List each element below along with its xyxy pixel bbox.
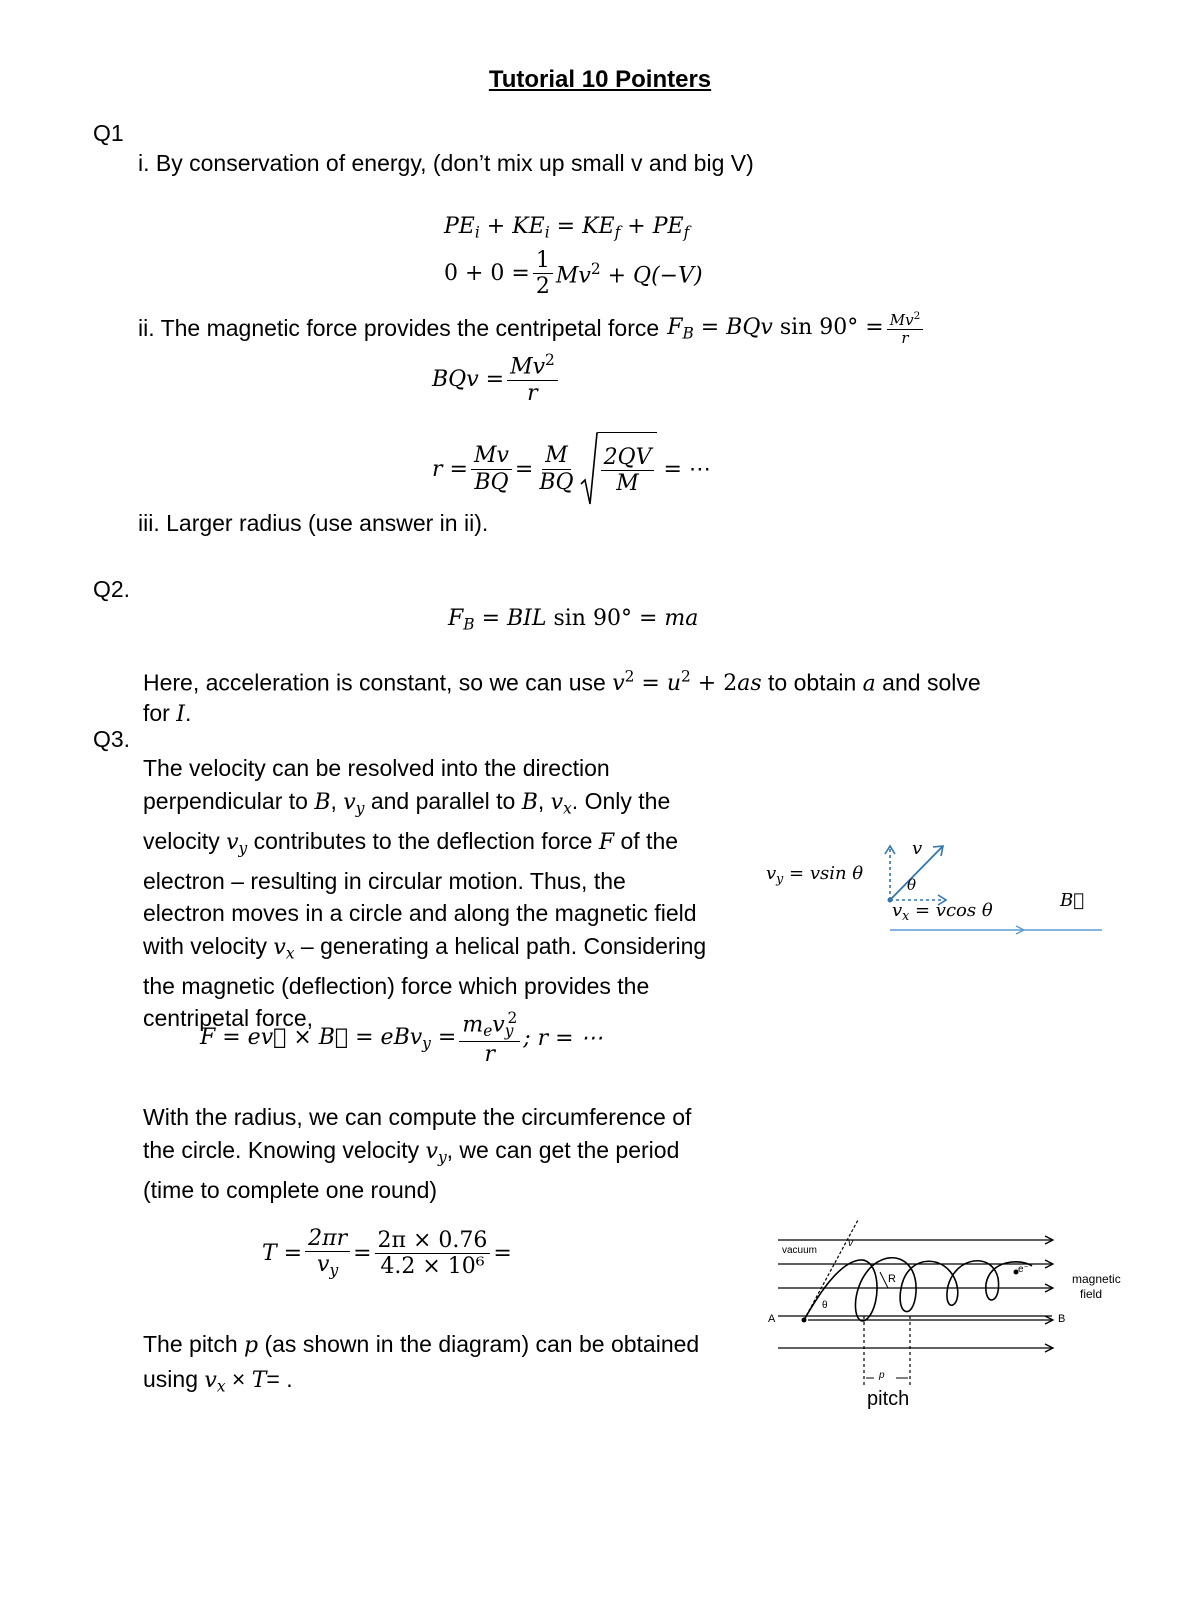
- q1-sqrt: $\frac{2QV}{M}$: [580, 432, 658, 506]
- q1-half-den: 2: [535, 274, 550, 300]
- q3-paragraph-1: [143, 752, 706, 1035]
- vector-theta-label: θ: [907, 876, 917, 894]
- q1-half-fraction: [533, 248, 553, 300]
- q1-part-iii: iii. Larger radius (use answer in ii).: [138, 510, 489, 536]
- q3-para1-line: the magnetic (deflection) force which provides the: [143, 972, 650, 999]
- q1-eq4-r: r =: [432, 456, 468, 482]
- q1-energy-equation: $PE_i + KE_i = KE_f + PE_f$: [444, 214, 690, 242]
- q1-label: Q1: [93, 120, 124, 146]
- helix-p-label: p: [879, 1370, 885, 1381]
- q3-paragraph-3: [143, 1328, 699, 1403]
- q3-para1-line: electron – resulting in circular motion. Thus, the: [143, 867, 626, 894]
- q3-period-equation: T = $\frac{2\pi r}{v_y}$ = $\frac{2\pi \times 0.76}{\text{4.2 × 10⁶}}$ =: [262, 1226, 512, 1280]
- vector-vx-label: $v_x = vcos$ θ: [892, 900, 993, 923]
- helix-field-label-2: field: [1080, 1287, 1103, 1301]
- page-title: Tutorial 10 Pointers: [488, 66, 712, 93]
- q1-part-ii: [138, 310, 926, 347]
- helix-theta-label: θ: [822, 1300, 828, 1311]
- q1-eq2-lhs: 0 + 0 =: [444, 261, 530, 287]
- helix-vacuum-label: vacuum: [782, 1245, 818, 1256]
- q1-part-ii-text: ii. The magnetic force provides the centripetal force: [138, 315, 660, 342]
- q3-para1-line: velocity $v_y$ contributes to the deflection force F of the: [143, 827, 679, 858]
- q3-para3-line: The pitch p (as shown in the diagram) can be obtained: [143, 1331, 700, 1358]
- q1-eq3-den: r: [527, 380, 538, 406]
- q3-force-fraction: $\frac{m_ev_y^2}{r}$: [459, 1010, 520, 1067]
- q1-part-ii-fraction: $\frac{Mv^2}{r}$: [887, 310, 924, 347]
- q1-eq4-fraction-1: $\frac{Mv}{BQ}$: [471, 443, 512, 495]
- q1-part-ii-equation: $F_B$ = BQv sin 90° =: [667, 314, 884, 343]
- q3-para1-line: with velocity $v_x$ – generating a helical path. Considering: [143, 932, 707, 963]
- q2-equation: $F_B$ = BIL sin 90° = ma: [448, 606, 699, 634]
- q1-radius-equation: r = $\frac{Mv}{BQ}$ = $\frac{M}{BQ}$ $\frac{2QV}{M}$ = ⋯: [432, 432, 711, 506]
- helix-pitch-caption: pitch: [867, 1388, 910, 1410]
- helix-b-label: B: [1058, 1313, 1066, 1325]
- q3-para2-line: With the radius, we can compute the circumference of: [143, 1104, 692, 1130]
- q1-eq3-lhs: BQv =: [432, 366, 505, 392]
- q2-text-line2: for I.: [143, 700, 192, 727]
- q1-eq3-fraction: $\frac{Mv^2}{r}$: [507, 352, 558, 406]
- q3-para3-line: using $v_x \times T=$ .: [143, 1365, 293, 1396]
- helix-v-label: v: [848, 1238, 853, 1249]
- q3-label: Q3.: [93, 726, 131, 752]
- q3-force-equation: F = ev⃗ × B⃗ = eBv$_y$ = $\frac{m_ev_y^2}{r}$ ; r = ⋯: [200, 1009, 603, 1067]
- q2-text-line1: Here, acceleration is constant, so we can use $v^2 = u^2 + 2as$ to obtain a and solve: [143, 668, 981, 697]
- helix-r-label: R: [888, 1273, 896, 1285]
- helix-field-label-1: magnetic: [1072, 1272, 1121, 1286]
- q1-half-num: 1: [533, 248, 553, 274]
- vector-v-label: v: [912, 838, 923, 859]
- q1-force-equation: [432, 352, 561, 406]
- q3-para1-line: perpendicular to B, $v_y$ and parallel to B, $v_x$. Only the: [143, 787, 671, 818]
- q3-para2-line: (time to complete one round): [143, 1176, 438, 1203]
- q1-energy-values: 0 + 0 = $\frac{1}{2}$ $Mv^2 + Q(-V)$: [444, 248, 703, 300]
- q3-period-fraction-2: $\frac{2\pi \times 0.76}{\text{4.2 × 10⁶}}$: [375, 1228, 491, 1280]
- q3-para1-line: electron moves in a circle and along the magnetic field: [143, 900, 697, 927]
- q1-eq4-fraction-2: $\frac{M}{BQ}$: [539, 443, 574, 495]
- q3-para1-line: centripetal force,: [143, 1005, 314, 1032]
- vector-b-label: B⃗: [1060, 890, 1085, 911]
- vector-vy-label: $v_y = vsin$ θ: [766, 863, 864, 886]
- helix-a-label: A: [768, 1313, 776, 1325]
- q2-label: Q2.: [93, 576, 131, 602]
- helix-path: [804, 1258, 1032, 1321]
- q1-part-i: i. By conservation of energy, (don’t mix up small v and big V): [138, 150, 754, 176]
- q3-para2-line: the circle. Knowing velocity $v_y$, we can get the period: [143, 1136, 680, 1167]
- sqrt-radical-icon: [580, 432, 598, 506]
- q3-paragraph-2: [143, 1101, 691, 1206]
- q3-para1-line: The velocity can be resolved into the direction: [143, 755, 610, 781]
- q3-period-fraction-1: $\frac{2\pi r}{v_y}$: [305, 1226, 350, 1281]
- helix-electron-label: e⁻: [1018, 1264, 1029, 1275]
